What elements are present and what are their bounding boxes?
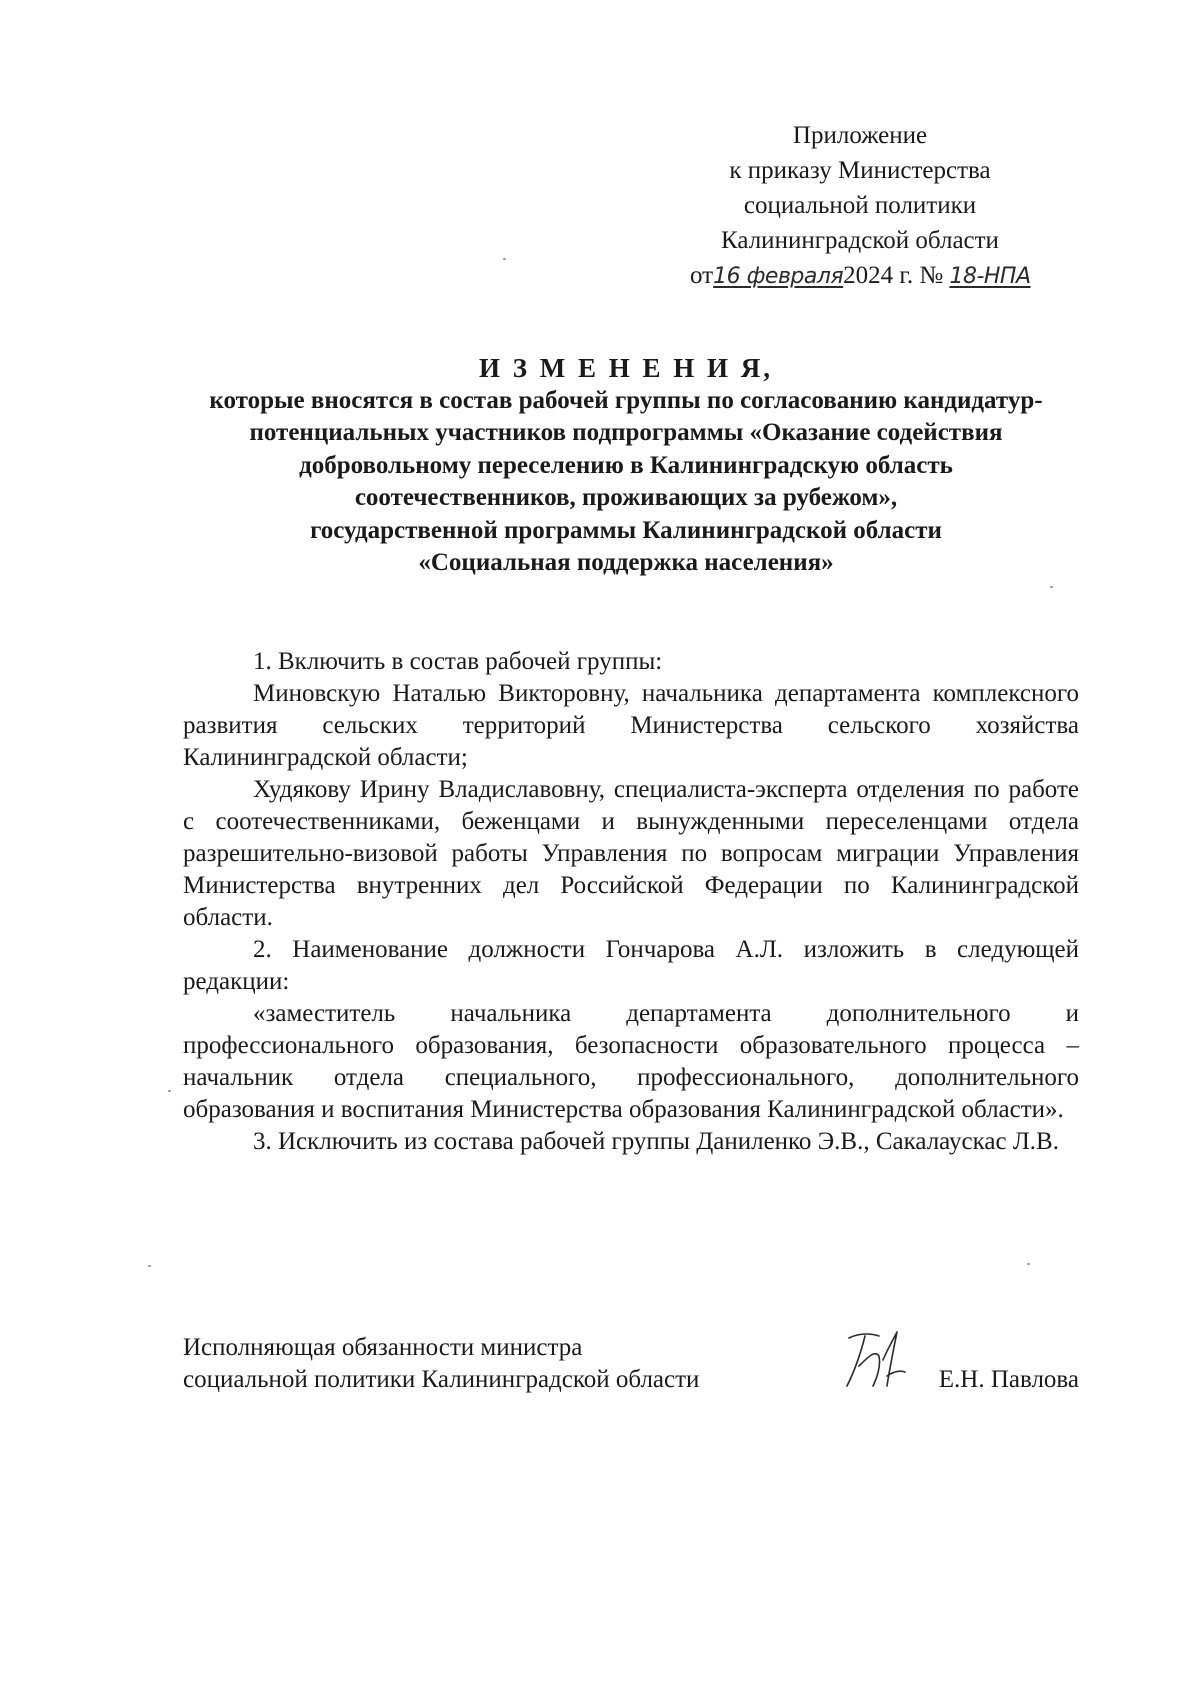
signatory-name: Е.Н. Павлова <box>938 1366 1079 1393</box>
title-line: добровольному переселению в Калининградскую область <box>299 451 953 479</box>
item-2-heading: 2. Наименование должности Гончарова А.Л. изложить в следующей редакции: <box>183 936 1079 995</box>
date-year: 2024 г. <box>843 262 914 289</box>
appendix-ministry: социальной политики <box>743 192 977 219</box>
signature-block <box>183 1332 1079 1412</box>
number-prefix: № <box>919 262 944 289</box>
title-line: «Социальная поддержка населения» <box>418 549 834 576</box>
item-1-heading: 1. Включить в состав рабочей группы: <box>253 648 663 675</box>
title-heading: И З М Е Н Е Н И Я, <box>478 353 773 383</box>
handwritten-date: 16 февраля <box>713 264 844 289</box>
item-2-new-title: «заместитель начальника департамента дополнительного и профессионального образования, безопасности образовательного процесса – начальник отдела специального, профессионального, дополнительного образования и воспитания Министерства образования Калининградской области». <box>183 1000 1079 1123</box>
signatory-position <box>183 1332 699 1396</box>
scan-speck <box>1050 586 1053 588</box>
item-1-member-minovskaya: Миновскую Наталью Викторовну, начальника департамента комплексного развития сельских территорий Министерства сельского хозяйства Калининградской области; <box>183 680 1079 771</box>
item-3-exclusion: 3. Исключить из состава рабочей группы Даниленко Э.В., Сакалаускас Л.В. <box>253 1128 1059 1155</box>
scan-speck <box>148 1265 151 1267</box>
signatory-position-line: социальной политики Калининградской области <box>183 1366 700 1393</box>
scan-speck <box>1027 1263 1030 1265</box>
item-1-member-khudyakova: Худякову Ирину Владиславовну, специалиста-эксперта отделения по работе с соотечественниками, беженцами и вынужденными переселенцами отдела разрешительно-визовой работы Управления по вопросам миграции Управления Министерства внутренних дел Российской Федерации по Калининградской области. <box>183 776 1079 931</box>
appendix-region: Калининградской области <box>721 227 999 254</box>
title-line: соотечественников, проживающих за рубежом», <box>354 484 898 511</box>
signatory-position-line: Исполняющая обязанности министра <box>183 1334 583 1361</box>
title-line: потенциальных участников подпрограммы «Оказание содействия <box>249 419 1003 446</box>
date-prefix: от <box>690 262 714 289</box>
document-body <box>183 646 1079 1158</box>
appendix-block <box>690 118 1030 294</box>
title-line: которые вносятся в состав рабочей группы по согласованию кандидатур- <box>209 386 1043 414</box>
appendix-order-ref: к приказу Министерства <box>729 157 991 184</box>
scan-speck <box>168 1090 171 1092</box>
handwritten-signature <box>839 1326 909 1392</box>
scan-speck <box>503 258 506 260</box>
appendix-label: Приложение <box>792 122 928 149</box>
appendix-date-line <box>690 258 1030 294</box>
title-line: государственной программы Калининградской области <box>310 516 942 544</box>
document-title <box>170 352 1082 580</box>
handwritten-number: 18-НПА <box>949 264 1031 289</box>
